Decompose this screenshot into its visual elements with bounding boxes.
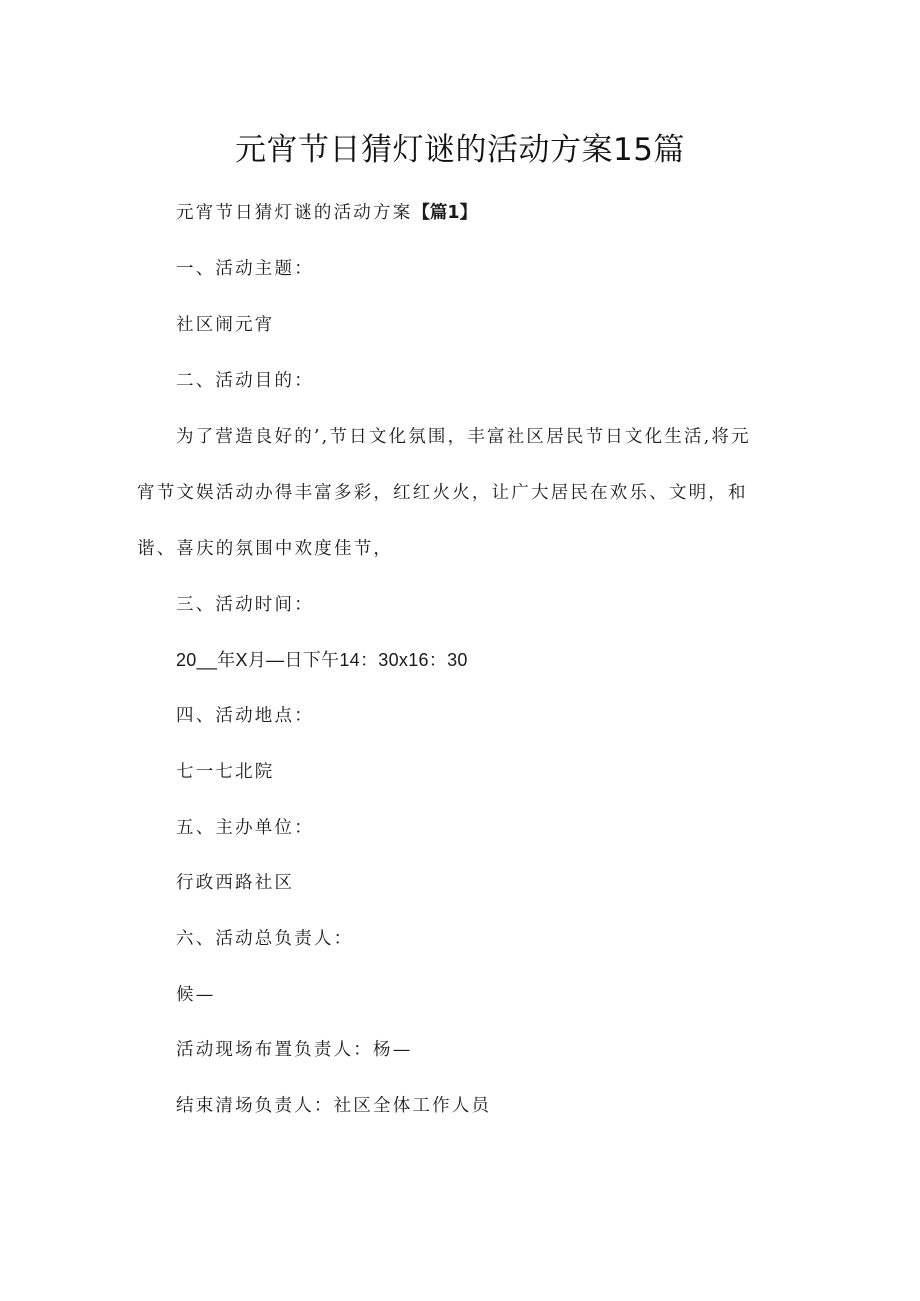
section6-value: 候— (176, 985, 216, 1005)
section2-label: 二、活动目的： (176, 371, 314, 391)
section3-label: 三、活动时间： (176, 595, 314, 615)
cleanup-lead: 结束清场负责人：社区全体工作人员 (176, 1096, 492, 1116)
subheading (176, 198, 477, 228)
section1-value: 社区闹元宵 (176, 315, 275, 335)
section3-value: 20__年X月—日下午14：30x16：30 (176, 650, 468, 670)
section5-value: 行政西路社区 (176, 873, 295, 893)
section6-label: 六、活动总负责人： (176, 929, 354, 949)
section2-para-line1: 为了营造良好的’,节日文化氛围，丰富社区居民节日文化生活,将元 (176, 427, 751, 447)
section2-para-line3: 谐、喜庆的氛围中欢度佳节， (137, 539, 394, 559)
section2-para-line2: 宵节文娱活动办得丰富多彩，红红火火，让广大居民在欢乐、文明，和 (137, 483, 748, 503)
subheading-prefix: 元宵节日猜灯谜的活动方案 (176, 203, 413, 223)
section1-label: 一、活动主题： (176, 259, 314, 279)
section4-label: 四、活动地点： (176, 706, 314, 726)
site-layout-lead: 活动现场布置负责人：杨— (176, 1040, 413, 1060)
section4-value: 七一七北院 (176, 762, 275, 782)
section5-label: 五、主办单位： (176, 818, 314, 838)
subheading-tag: 【篇1】 (412, 203, 478, 223)
document-title: 元宵节日猜灯谜的活动方案15篇 (235, 132, 685, 168)
